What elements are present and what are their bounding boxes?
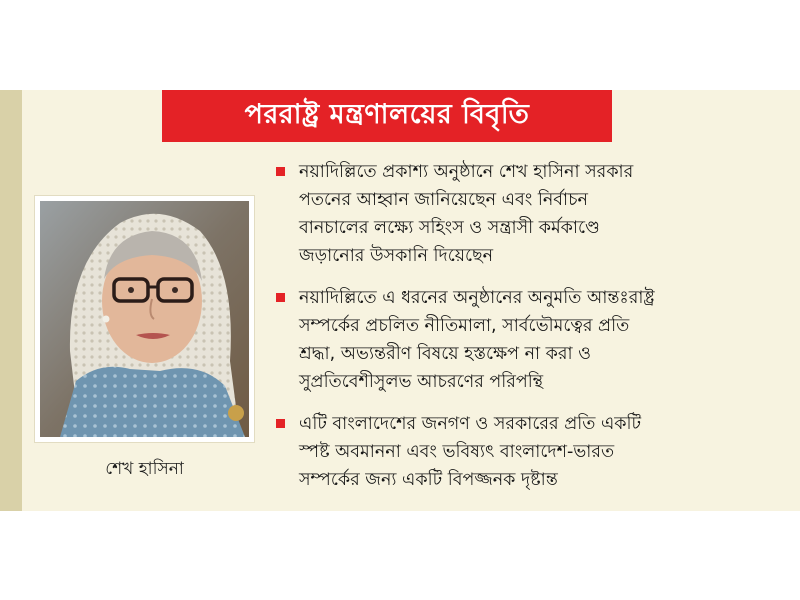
portrait-caption: শেখ হাসিনা: [105, 459, 184, 479]
portrait-frame: [35, 196, 254, 442]
headline-text: পররাষ্ট্র মন্ত্রণালয়ের বিবৃতি: [244, 98, 530, 130]
statement-point-text: [299, 410, 641, 494]
statement-point: [276, 284, 796, 396]
text-line: নয়াদিল্লিতে এ ধরনের অনুষ্ঠানের অনুমতি আন্তঃরাষ্ট্র: [299, 288, 655, 308]
text-line: জড়ানোর উসকানি দিয়েছেন: [299, 246, 494, 266]
statement-point: [276, 158, 796, 270]
statement-point-text: [299, 284, 655, 396]
text-line: এটি বাংলাদেশের জনগণ ও সরকারের প্রতি একটি: [299, 414, 642, 434]
red-square-bullet-icon: [276, 293, 285, 302]
statement-point: [276, 410, 796, 494]
text-line: স্পষ্ট অবমাননা এবং ভবিষ্যৎ বাংলাদেশ-ভারত: [299, 442, 615, 462]
statement-point-text: [299, 158, 633, 270]
red-square-bullet-icon: [276, 419, 285, 428]
text-line: শ্রদ্ধা, অভ্যন্তরীণ বিষয়ে হস্তক্ষেপ না করা ও: [299, 344, 592, 364]
statement-points: [276, 158, 796, 508]
red-square-bullet-icon: [276, 167, 285, 176]
decorative-strip: [0, 90, 22, 511]
text-line: সম্পর্কের জন্য একটি বিপজ্জনক দৃষ্টান্ত: [299, 470, 558, 490]
headline-banner: [162, 90, 612, 142]
text-line: নয়াদিল্লিতে প্রকাশ্য অনুষ্ঠানে শেখ হাসিনা সরকার: [299, 162, 634, 182]
text-line: সুপ্রতিবেশীসুলভ আচরণের পরিপন্থি: [299, 372, 544, 392]
text-line: সম্পর্কের প্রচলিত নীতিমালা, সার্বভৌমত্বের প্রতি: [299, 316, 630, 336]
portrait-photo: [40, 201, 249, 437]
text-line: বানচালের লক্ষ্যে সহিংস ও সন্ত্রাসী কর্মকাণ্ডে: [299, 218, 600, 238]
text-line: পতনের আহ্বান জানিয়েছেন এবং নির্বাচন: [299, 190, 588, 210]
